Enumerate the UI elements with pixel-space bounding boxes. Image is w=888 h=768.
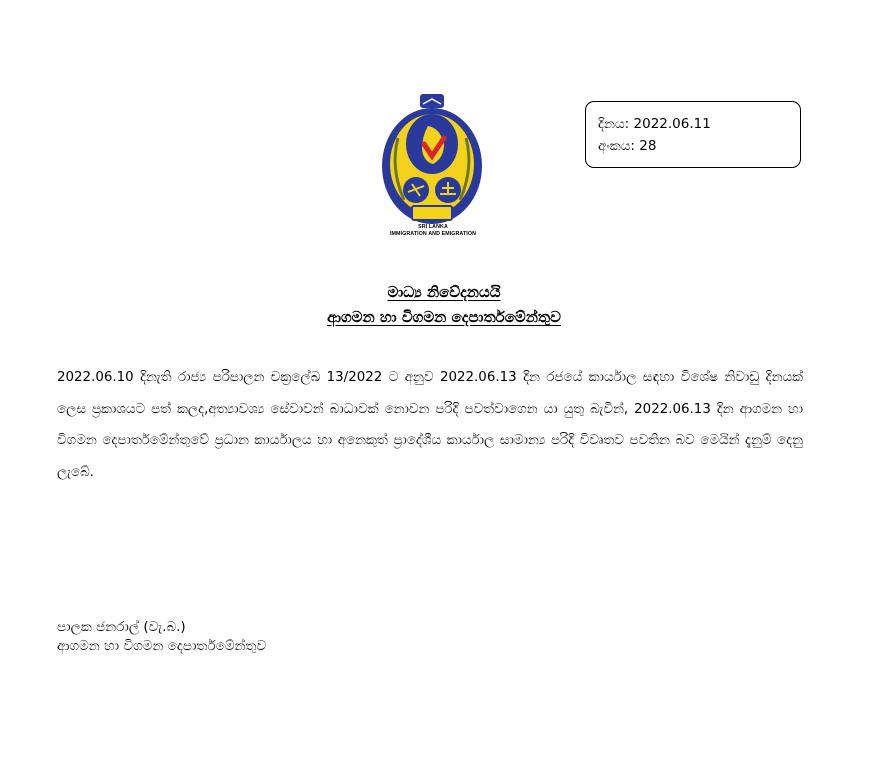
emblem-caption-line-2: IMMIGRATION AND EMIGRATION: [389, 231, 477, 237]
number-label: අංකය:: [598, 138, 635, 154]
signatory-title: පාලක ජනරාල් (වැ.බ.): [57, 619, 186, 635]
date-label: දිනය:: [598, 116, 630, 132]
department-emblem: [378, 88, 486, 242]
emblem-caption-line-1: SRI LANKA: [418, 224, 448, 230]
date-value: 2022.06.11: [633, 116, 711, 132]
emblem-caption: [378, 224, 488, 238]
signatory-department: ආගමන හා විගමන දෙපාර්තමේන්තුව: [57, 638, 267, 654]
date-row: [598, 113, 800, 135]
document-title: මාධ්‍ය නිවේදනයයි: [387, 283, 501, 301]
department-title: ආගමන හා විගමන දෙපාර්තමේන්තුව: [327, 308, 561, 326]
reference-box: [585, 101, 801, 168]
emblem-icon: [378, 88, 486, 226]
number-value: 28: [639, 138, 657, 154]
number-row: [598, 135, 800, 157]
notice-paragraph: 2022.06.10 දිනැති රාජ්‍ය පරිපාලන චක්‍රලේඛ 13/2022 ට අනුව 2022.06.13 දින රජයේ කාර්යාල සඳහා විශේෂ නිවාඩු දිනයක් ලෙස ප්‍රකාශයට පත් කලද,අත්‍යාවශ්‍ය සේවාවන් බාධාවක් නොවන පරිදි පවත්වාගෙන යා යුතු බැවින්, 2022.06.13 දින ආගමන හා විගමන දෙපාර්තමේන්තුවේ ප්‍රධාන කාර්යාලය හා අනෙකුත් ප්‍රාදේශීය කාර්යාල සාමාන්‍ය පරිදි විවෘතව පවතින බව මෙයින් දැනුම් දෙනු ලැබේ.: [57, 370, 803, 480]
